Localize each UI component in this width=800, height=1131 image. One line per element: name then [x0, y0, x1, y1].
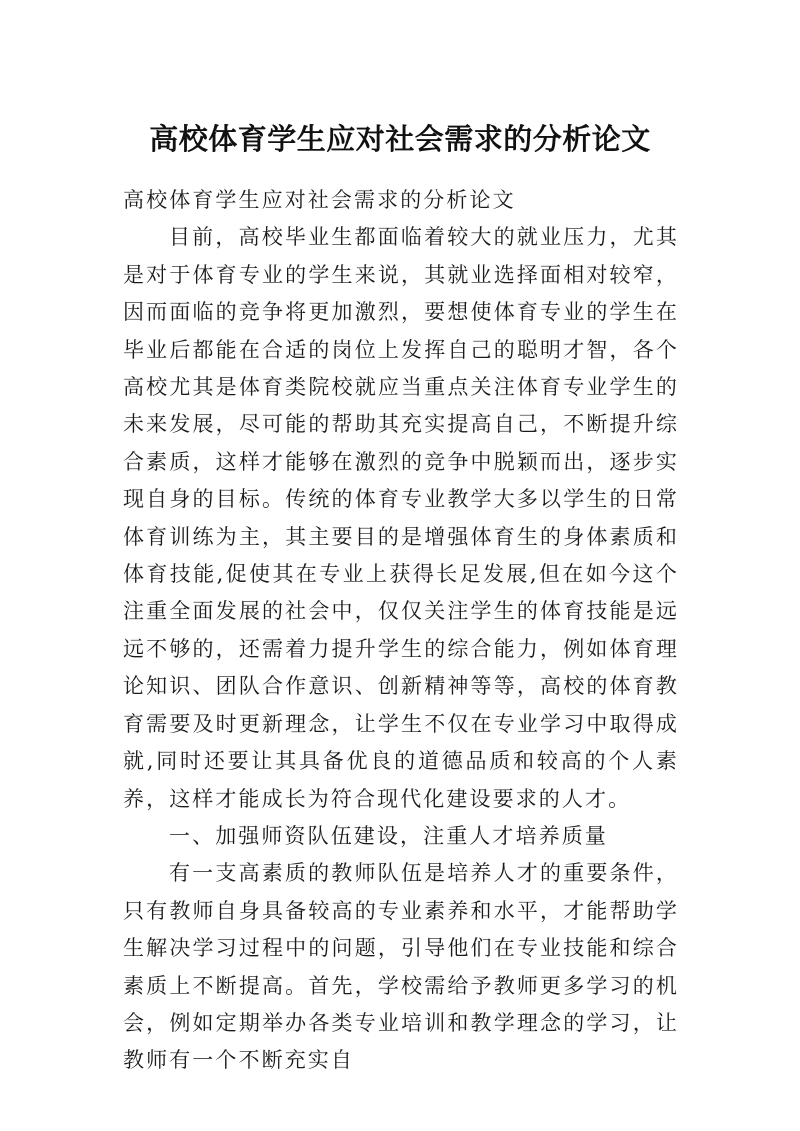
- body-paragraph: 有一支高素质的教师队伍是培养人才的重要条件，只有教师自身具备较高的专业素养和水平，才能帮助学生解决学习过程中的问题，引导他们在专业技能和综合素质上不断提高。首先，学校需给予教师更多学习的机会，例如定期举办各类专业培训和教学理念的学习，让教师有一个不断充实自: [123, 861, 679, 1073]
- body-subtitle-paragraph: 高校体育学生应对社会需求的分析论文: [123, 188, 516, 212]
- section-heading: 一、加强师资队伍建设，注重人才培养质量: [169, 823, 608, 848]
- document-body: [123, 182, 679, 1080]
- document-title: 高校体育学生应对社会需求的分析论文: [149, 122, 651, 157]
- body-intro-paragraph: 目前，高校毕业生都面临着较大的就业压力，尤其是对于体育专业的学生来说，其就业选择面相对较窄，因而面临的竞争将更加激烈，要想使体育专业的学生在毕业后都能在合适的岗位上发挥自己的聪明才智，各个高校尤其是体育类院校就应当重点关注体育专业学生的未来发展，尽可能的帮助其充实提高自己，不断提升综合素质，这样才能够在激烈的竞争中脱颖而出，逐步实现自身的目标。传统的体育专业教学大多以学生的日常体育训练为主，其主要目的是增强体育生的身体素质和体育技能,促使其在专业上获得长足发展,但在如今这个注重全面发展的社会中，仅仅关注学生的体育技能是远远不够的，还需着力提升学生的综合能力，例如体育理论知识、团队合作意识、创新精神等等，高校的体育教育需要及时更新理念，让学生不仅在专业学习中取得成就,同时还要让其具备优良的道德品质和较高的个人素养，这样才能成长为符合现代化建设要求的人才。: [123, 225, 679, 811]
